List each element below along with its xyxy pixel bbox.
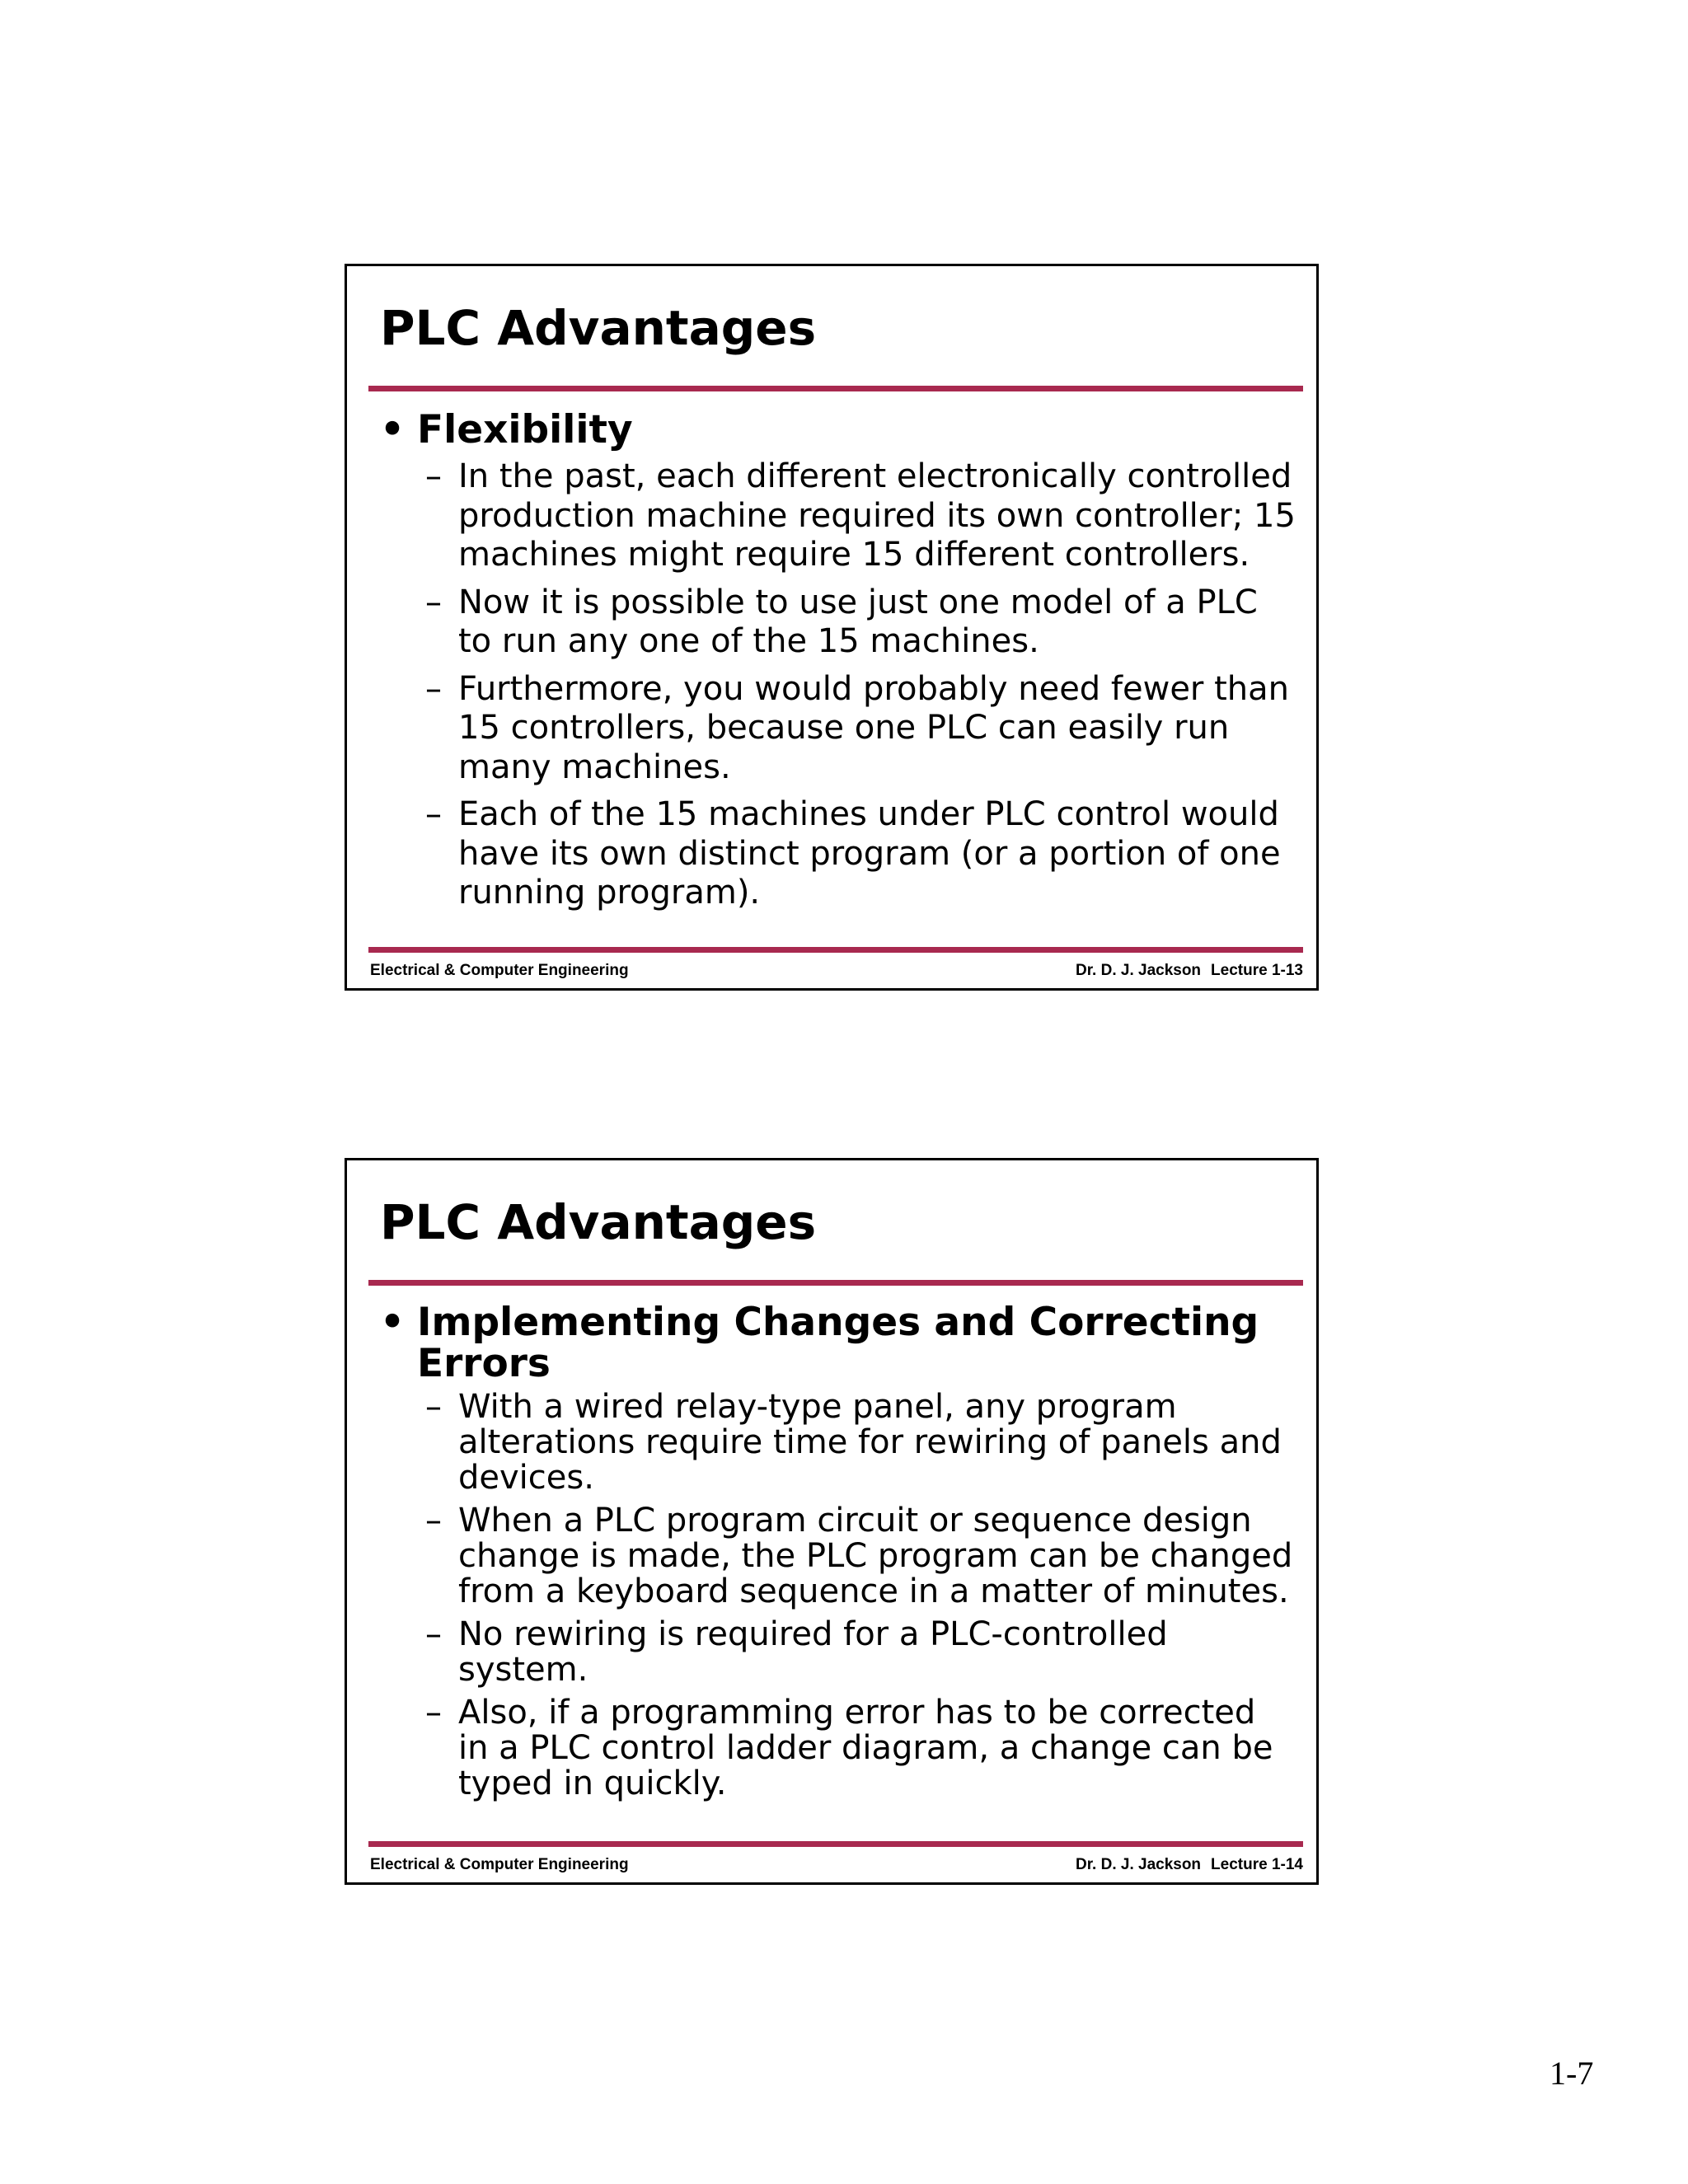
slide-2 bbox=[345, 1158, 1319, 1885]
bullet-text-line: Implementing Changes and Correcting bbox=[417, 1300, 1259, 1345]
sub-bullet bbox=[425, 1503, 1301, 1610]
sub-bullet-line: running program). bbox=[458, 874, 761, 912]
dash-marker: – bbox=[425, 669, 442, 708]
sub-bullet bbox=[425, 1617, 1301, 1688]
dash-marker: – bbox=[425, 1502, 442, 1540]
sub-bullet bbox=[425, 1695, 1301, 1802]
sub-bullet-line: typed in quickly. bbox=[458, 1765, 727, 1802]
page-number: 1-7 bbox=[1550, 2055, 1594, 2092]
footer-department: Electrical & Computer Engineering bbox=[370, 1856, 629, 1873]
sub-bullet-line: 15 controllers, because one PLC can easily run bbox=[458, 709, 1230, 747]
sub-bullet-line: Furthermore, you would probably need fewer than bbox=[458, 669, 1289, 708]
sub-bullet-line: from a keyboard sequence in a matter of minutes. bbox=[458, 1572, 1289, 1610]
sub-bullet-line: In the past, each different electronically controlled bbox=[458, 457, 1292, 495]
sub-bullet bbox=[425, 670, 1301, 788]
sub-bullet-line: devices. bbox=[458, 1459, 594, 1497]
footer-divider bbox=[368, 947, 1303, 953]
title-divider bbox=[368, 386, 1303, 391]
sub-bullet-line: Each of the 15 machines under PLC control would bbox=[458, 795, 1279, 833]
footer-lecture: Lecture 1-14 bbox=[1211, 1856, 1303, 1873]
sub-bullet-line: With a wired relay-type panel, any program bbox=[458, 1388, 1177, 1426]
sub-bullet-line: alterations require time for rewiring of panels and bbox=[458, 1423, 1282, 1461]
slide-title: PLC Advantages bbox=[380, 300, 817, 356]
bullet-marker: • bbox=[380, 1300, 406, 1345]
dash-marker: – bbox=[425, 457, 442, 495]
dash-marker: – bbox=[425, 1694, 442, 1732]
footer-lecture-info bbox=[1076, 963, 1303, 978]
sub-bullet bbox=[425, 457, 1301, 575]
dash-marker: – bbox=[425, 583, 442, 621]
sub-bullet-line: to run any one of the 15 machines. bbox=[458, 622, 1039, 660]
slide-1 bbox=[345, 264, 1319, 991]
sub-bullet-line: many machines. bbox=[458, 748, 731, 786]
slide-title: PLC Advantages bbox=[380, 1194, 817, 1250]
sub-bullet-line: Now it is possible to use just one model of a PLC bbox=[458, 583, 1258, 621]
footer-lecture: Lecture 1-13 bbox=[1211, 962, 1303, 979]
sub-bullet-line: When a PLC program circuit or sequence design bbox=[458, 1502, 1252, 1540]
main-bullet bbox=[380, 1302, 1298, 1385]
dash-marker: – bbox=[425, 1615, 442, 1653]
footer-author: Dr. D. J. Jackson bbox=[1075, 1856, 1202, 1873]
sub-bullet-line: production machine required its own controller; 15 bbox=[458, 496, 1296, 535]
sub-bullet-list bbox=[425, 457, 1301, 913]
sub-bullet-line: in a PLC control ladder diagram, a change can be bbox=[458, 1729, 1273, 1767]
dash-marker: – bbox=[425, 1388, 442, 1426]
footer-department: Electrical & Computer Engineering bbox=[370, 962, 629, 979]
dash-marker: – bbox=[425, 795, 442, 833]
sub-bullet-line: system. bbox=[458, 1651, 588, 1689]
sub-bullet-line: No rewiring is required for a PLC-controlled bbox=[458, 1615, 1168, 1653]
sub-bullet-line: Also, if a programming error has to be corrected bbox=[458, 1694, 1256, 1732]
sub-bullet bbox=[425, 583, 1301, 662]
footer-author: Dr. D. J. Jackson bbox=[1075, 962, 1202, 979]
sub-bullet bbox=[425, 795, 1301, 913]
bullet-marker: • bbox=[380, 407, 406, 452]
footer-divider bbox=[368, 1841, 1303, 1847]
main-bullet bbox=[380, 407, 1298, 452]
bullet-text: Flexibility bbox=[417, 407, 633, 452]
sub-bullet-line: have its own distinct program (or a portion of one bbox=[458, 834, 1281, 873]
sub-bullet-line: change is made, the PLC program can be changed bbox=[458, 1537, 1293, 1575]
sub-bullet-line: machines might require 15 different controllers. bbox=[458, 536, 1250, 574]
sub-bullet-list bbox=[425, 1390, 1301, 1802]
sub-bullet bbox=[425, 1390, 1301, 1496]
footer-lecture-info bbox=[1076, 1857, 1303, 1872]
bullet-text-line: Errors bbox=[417, 1341, 551, 1386]
title-divider bbox=[368, 1280, 1303, 1286]
